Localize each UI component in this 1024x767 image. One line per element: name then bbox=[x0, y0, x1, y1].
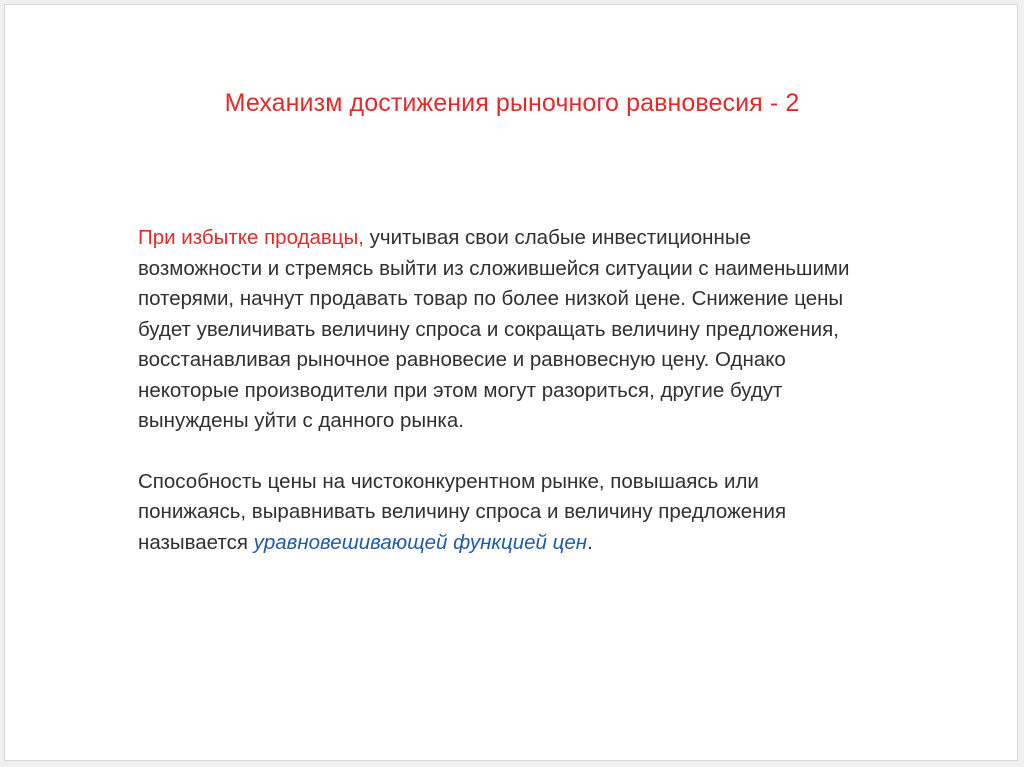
text-line: учитывая свои слабые инвестиционные bbox=[363, 226, 751, 249]
text-line: понижаясь, выравнивать величину спроса и величину предложения bbox=[138, 500, 787, 523]
slide-title: Механизм достижения рыночного равновесия - 2 bbox=[224, 89, 800, 117]
text-line: восстанавливая рыночное равновесие и равновесную цену. Однако bbox=[138, 348, 786, 371]
highlight-lead: При избытке продавцы, bbox=[138, 226, 364, 249]
text-line: возможности и стремясь выйти из сложившейся ситуации с наименьшими bbox=[138, 256, 850, 280]
key-term: уравновешивающей функцией цен bbox=[253, 530, 588, 554]
text-line: называется bbox=[138, 530, 254, 554]
paragraph-excess-supply bbox=[138, 223, 978, 437]
text-line: будет увеличивать величину спроса и сокращать величину предложения, bbox=[138, 317, 839, 341]
text-line: потерями, начнут продавать товар по более низкой цене. Снижение цены bbox=[138, 287, 844, 310]
text-line: Способность цены на чистоконкурентном рынке, повышаясь или bbox=[138, 469, 759, 493]
slide-body bbox=[138, 223, 978, 558]
text-line: вынуждены уйти с данного рынка. bbox=[138, 409, 464, 432]
paragraph-definition bbox=[138, 467, 978, 559]
slide bbox=[4, 4, 1018, 761]
text-line: некоторые производители при этом могут разориться, другие будут bbox=[138, 378, 783, 402]
text-end: . bbox=[587, 530, 593, 554]
